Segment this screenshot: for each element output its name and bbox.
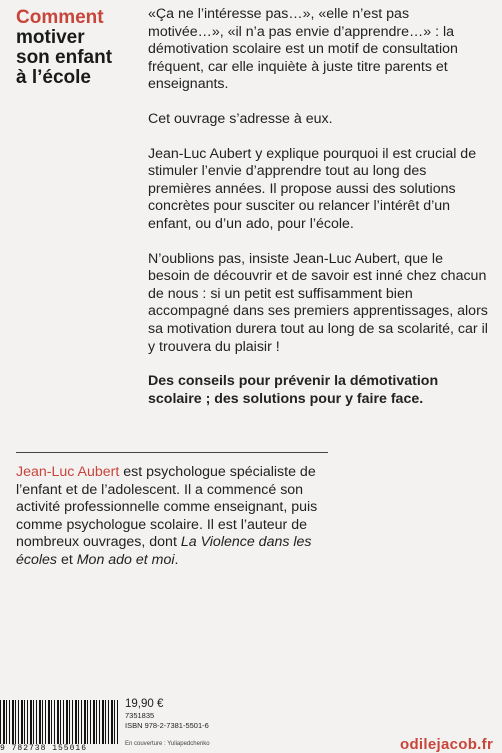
cover-credit: En couverture : Yuliapedchenko — [125, 741, 210, 747]
author-name: Jean-Luc Aubert — [16, 464, 120, 480]
title-line-1: Comment — [16, 7, 104, 28]
title-line-2: motiver — [16, 27, 85, 48]
author-bio — [16, 464, 346, 570]
reference-number: 7351835 — [125, 711, 155, 720]
blurb-tagline: Des conseils pour prévenir la démotivation scolaire ; des solutions pour y faire face. — [148, 373, 439, 407]
divider — [16, 452, 328, 453]
blurb-column — [148, 6, 488, 425]
book-title-2: Mon ado et moi — [76, 551, 175, 568]
price-block — [125, 698, 285, 731]
title-line-3: son enfant — [16, 47, 113, 68]
price: 19,90 € — [125, 698, 164, 710]
author-bio-text: est psychologue spécialiste de l’enfant et de l’adolescent. Il a commencé son activité professionnelle comme enseignant, puis comme psychologue scolaire. Il est l’auteur de nombreux ouvrages, dont — [16, 464, 318, 551]
blurb-paragraph-3: Jean-Luc Aubert y explique pourquoi il est crucial de stimuler l’envie d’apprendre tout au long des premières années. Il propose aussi des solutions concrètes pour susciter ou relancer l’intérêt d’un enfant, ou d’un ado, pour l’école. — [148, 145, 477, 232]
book-title — [16, 8, 146, 88]
blurb-paragraph-1: «Ça ne l’intéresse pas…», «elle n’est pas motivée…», «il n’a pas envie d’apprendre…» : la démotivation scolaire est un motif de consultation fréquent, car elle inquiète à juste titre parents et enseignants. — [148, 6, 458, 93]
title-line-4: à l’école — [16, 67, 91, 88]
publisher-site: odilejacob.fr — [400, 736, 494, 753]
blurb-paragraph-4: N’oublions pas, insiste Jean-Luc Aubert, que le besoin de découvrir et de savoir est inné chez chacun de nous : si un petit est suffisamment bien accompagné dans ses premiers apprentissages, alors sa motivation durera tout au long de sa scolarité, car il y trouvera du plaisir ! — [148, 250, 488, 355]
book-title-1: La Violence dans les écoles — [16, 534, 312, 568]
author-bio-connector: et — [57, 551, 77, 568]
author-bio-end: . — [174, 551, 179, 568]
blurb-paragraph-2: Cet ouvrage s’adresse à eux. — [148, 110, 333, 127]
isbn: ISBN 978-2-7381-5501-6 — [125, 721, 209, 730]
barcode-digits: 9 782738 155016 — [0, 744, 120, 753]
